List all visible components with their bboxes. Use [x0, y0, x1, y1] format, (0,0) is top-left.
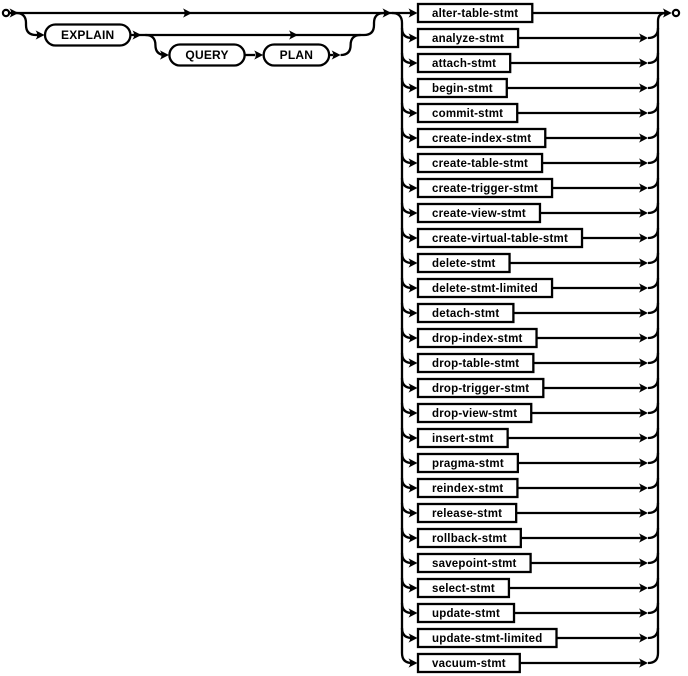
end-terminal-icon	[673, 10, 679, 16]
rail-curve	[648, 78, 658, 88]
terminal-label: EXPLAIN	[61, 28, 115, 43]
nonterminal-label: detach-stmt	[432, 308, 500, 321]
nonterminal-label: update-stmt	[432, 608, 501, 621]
nonterminal-label: drop-view-stmt	[432, 408, 518, 421]
rail-curve	[648, 228, 658, 238]
arrowhead-icon	[254, 50, 263, 59]
terminal-label: PLAN	[279, 48, 314, 63]
nonterminal-label: alter-table-stmt	[432, 8, 519, 21]
rail-curve	[648, 128, 658, 138]
rail-curve	[648, 628, 658, 638]
nonterminal-label: insert-stmt	[432, 433, 494, 446]
terminal-label: QUERY	[185, 48, 229, 63]
rail-curve	[648, 378, 658, 388]
rail-curve	[648, 578, 658, 588]
rail-curve	[16, 13, 36, 35]
rail-curve	[648, 503, 658, 513]
nonterminal-label: pragma-stmt	[432, 458, 504, 471]
rail-curve	[392, 13, 402, 23]
nonterminal-label: rollback-stmt	[432, 533, 507, 546]
nonterminal-label: drop-trigger-stmt	[432, 383, 530, 396]
rail-curve	[648, 103, 658, 113]
rail-curve	[648, 153, 658, 163]
nonterminal-label: create-trigger-stmt	[432, 183, 539, 196]
nonterminal-label: create-index-stmt	[432, 133, 532, 146]
rail-curve	[648, 603, 658, 613]
rail-curve	[648, 203, 658, 213]
rail-curve	[648, 253, 658, 263]
nonterminal-label: release-stmt	[432, 508, 503, 521]
nonterminal-label: analyze-stmt	[432, 33, 505, 46]
nonterminal-label: vacuum-stmt	[432, 658, 506, 671]
nonterminal-label: begin-stmt	[432, 83, 493, 96]
rail-curve	[648, 553, 658, 563]
rail-curve	[648, 478, 658, 488]
nonterminal-label: create-view-stmt	[432, 208, 526, 221]
nonterminal-label: drop-index-stmt	[432, 333, 523, 346]
rail-curve	[648, 528, 658, 538]
nonterminal-label: reindex-stmt	[432, 483, 504, 496]
rail-curve	[648, 403, 658, 413]
rail-curve	[648, 278, 658, 288]
nonterminal-label: create-table-stmt	[432, 158, 529, 171]
rail-curve	[648, 453, 658, 463]
rail-curve	[648, 428, 658, 438]
start-terminal-icon	[3, 10, 9, 16]
nonterminal-label: attach-stmt	[432, 58, 497, 71]
nonterminal-label: commit-stmt	[432, 108, 504, 121]
nonterminal-label: drop-table-stmt	[432, 358, 520, 371]
rail-curve	[648, 178, 658, 188]
nonterminal-label: create-virtual-table-stmt	[432, 233, 569, 246]
nonterminal-label: savepoint-stmt	[432, 558, 517, 571]
rail-curve	[648, 328, 658, 338]
rail-curve	[648, 653, 658, 663]
rail-curve	[648, 28, 658, 38]
rail-curve	[648, 53, 658, 63]
nonterminal-label: update-stmt-limited	[432, 633, 543, 646]
rail-curve	[364, 13, 384, 35]
rail-curve	[648, 353, 658, 363]
rail-curve	[341, 35, 361, 55]
nonterminal-label: delete-stmt-limited	[432, 283, 539, 296]
nonterminal-label: delete-stmt	[432, 258, 496, 271]
rail-curve	[648, 303, 658, 313]
nonterminal-label: select-stmt	[432, 583, 495, 596]
